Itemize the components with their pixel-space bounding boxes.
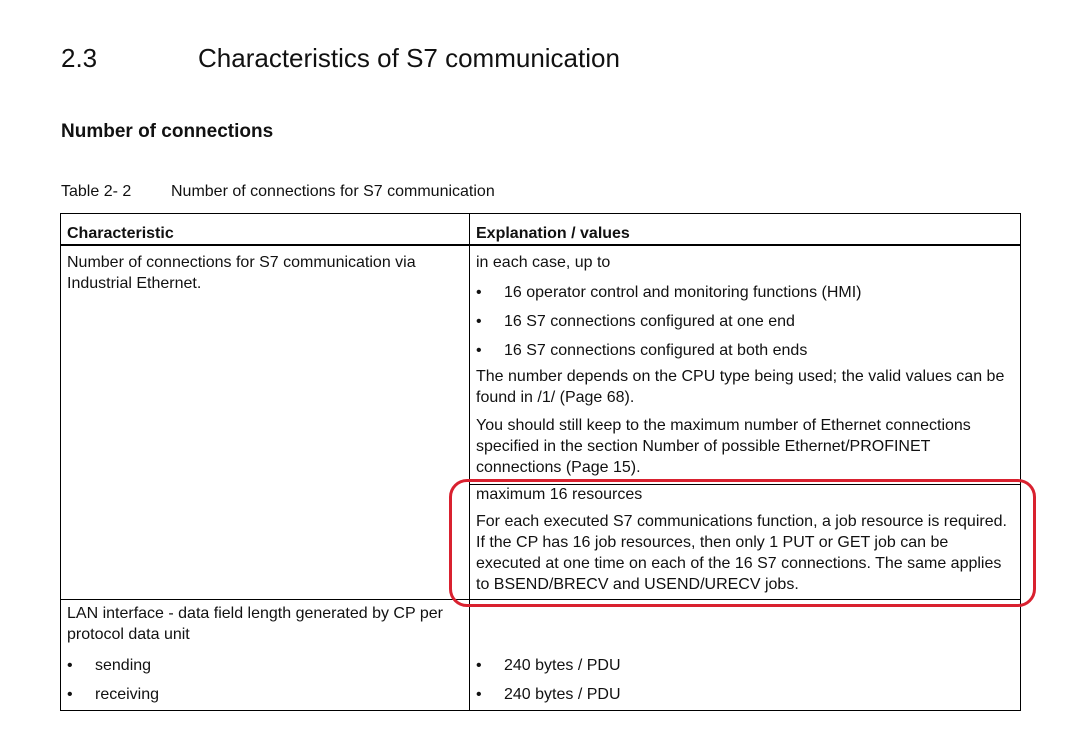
header-explanation: Explanation / values: [476, 225, 630, 242]
list-item-text: receiving: [95, 686, 160, 703]
list-item-text: 240 bytes / PDU: [504, 686, 621, 703]
bullet-icon: •: [476, 686, 482, 703]
resources-text: For each executed S7 communications function, a job resource is required. If the CP has 16 job resources, then only 1 PUT or GET job can be executed at one time on each of the 16 S7 connections. The same applies to BSEND/BRECV and USEND/URECV jobs.: [476, 513, 1007, 593]
list-item-text: 16 S7 connections configured at one end: [504, 313, 795, 330]
list-item-text: 16 S7 connections configured at both ends: [504, 342, 808, 359]
row1-characteristic: Number of connections for S7 communication via Industrial Ethernet.: [67, 254, 416, 292]
header-characteristic: Characteristic: [67, 225, 174, 242]
bullet-icon: •: [476, 657, 482, 674]
table-caption: [61, 183, 495, 201]
section-number: 2.3: [61, 43, 98, 73]
bullet-icon: •: [476, 313, 482, 330]
section-title: Characteristics of S7 communication: [198, 43, 620, 73]
list-item-text: 16 operator control and monitoring functions (HMI): [504, 284, 862, 301]
resources-heading: maximum 16 resources: [476, 486, 643, 503]
row2-characteristic: LAN interface - data field length generated by CP per protocol data unit: [67, 605, 443, 643]
bullet-icon: •: [476, 284, 482, 301]
row1-ethernet-note: You should still keep to the maximum number of Ethernet connections specified in the section Number of possible Ethernet/PROFINET connections (Page 15).: [476, 417, 971, 476]
table-caption-text: Number of connections for S7 communication: [171, 183, 495, 200]
row1-intro: in each case, up to: [476, 254, 611, 271]
connections-table: [60, 213, 1021, 711]
table-caption-label: Table 2- 2: [61, 183, 132, 200]
bullet-icon: •: [67, 657, 73, 674]
row-divider: [61, 599, 1020, 600]
row1-cpu-note: The number depends on the CPU type being used; the valid values can be found in /1/ (Page 68).: [476, 368, 1005, 406]
subheading: Number of connections: [61, 121, 274, 142]
bullet-icon: •: [67, 686, 73, 703]
column-divider: [469, 214, 470, 710]
list-item-text: 240 bytes / PDU: [504, 657, 621, 674]
list-item-text: sending: [95, 657, 152, 674]
bullet-icon: •: [476, 342, 482, 359]
header-divider: [61, 244, 1020, 246]
